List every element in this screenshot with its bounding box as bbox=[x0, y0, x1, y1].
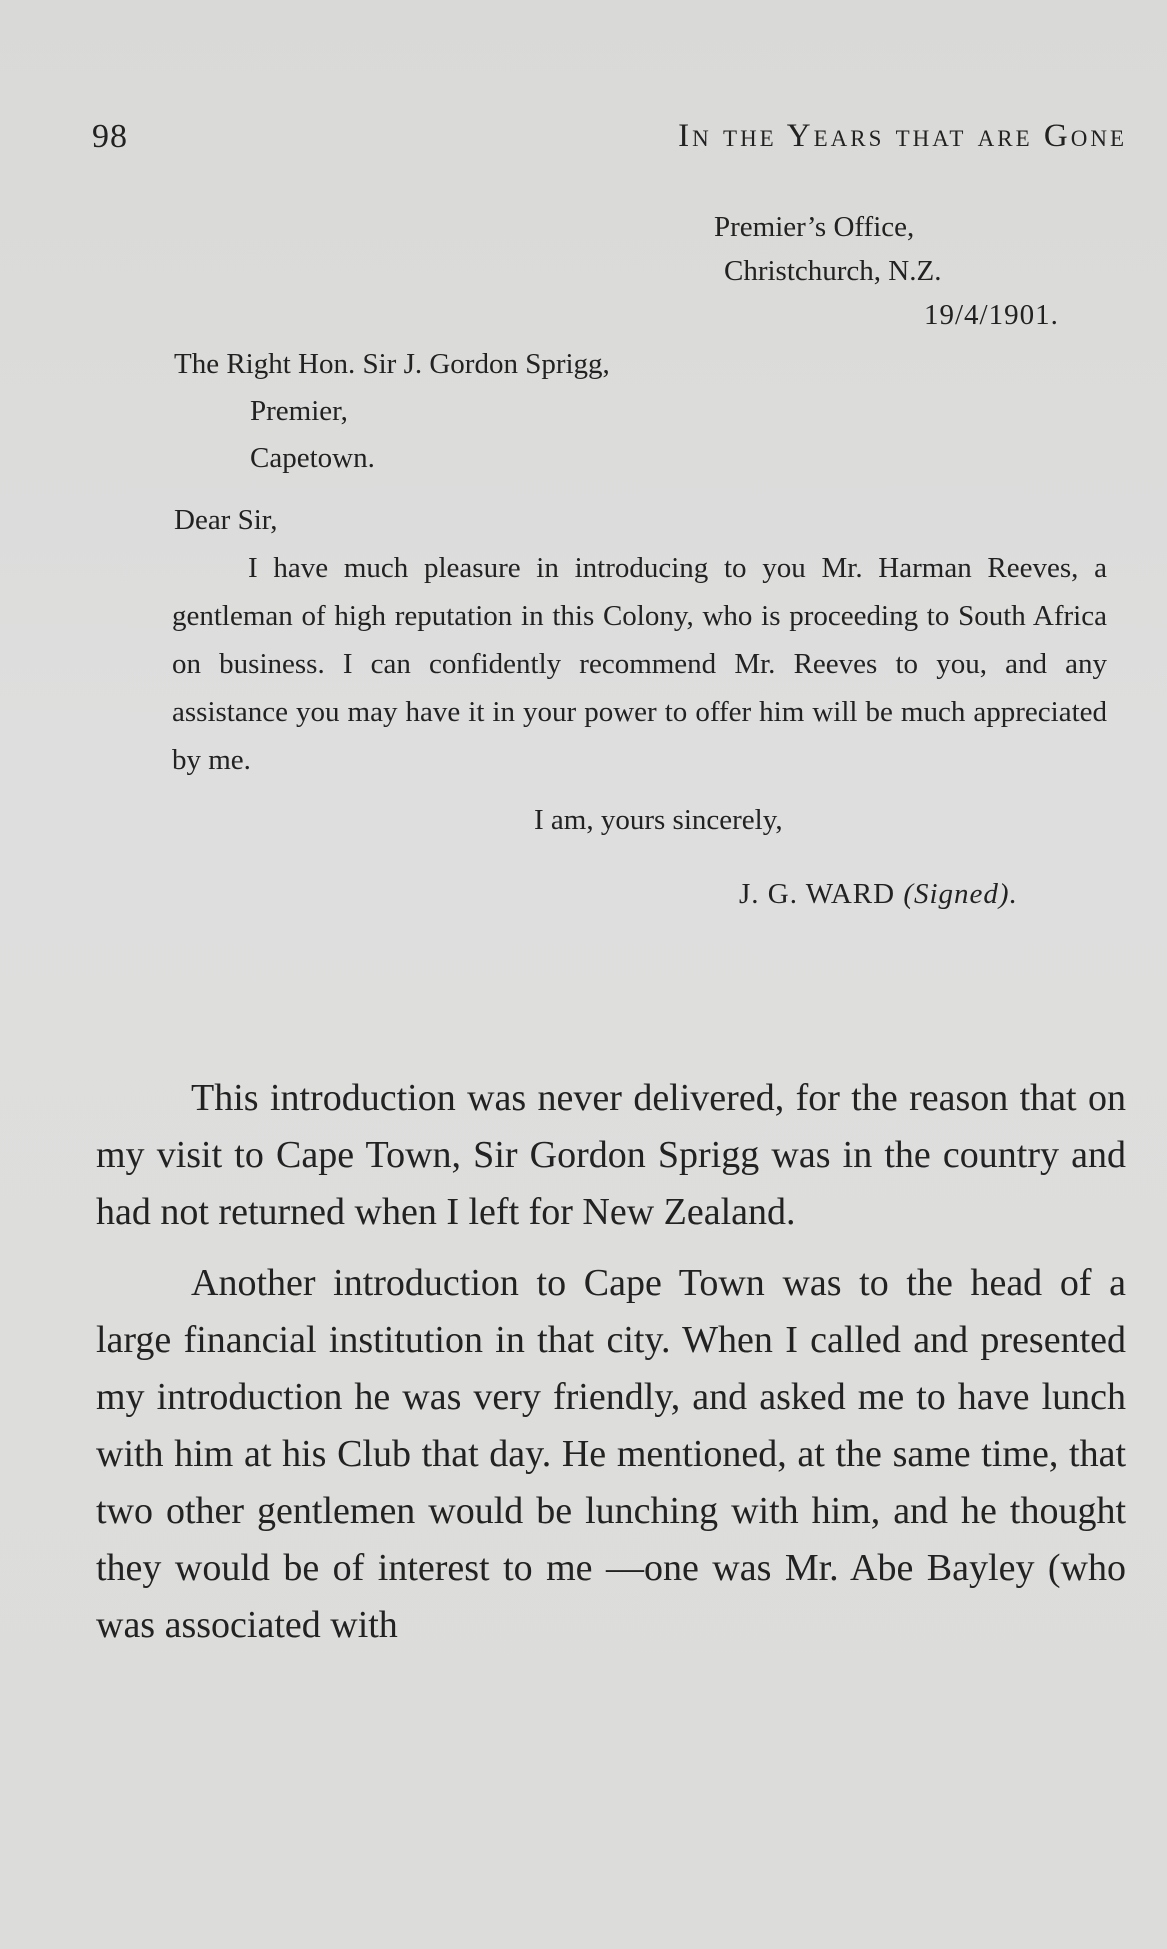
sender-address-city: Christchurch, N.Z. bbox=[724, 255, 942, 287]
letter-signature bbox=[174, 870, 1109, 918]
recipient-name: The Right Hon. Sir J. Gordon Sprigg, bbox=[174, 348, 610, 380]
sender-address-line: Premier’s Office, bbox=[714, 211, 915, 243]
letter-closing: I am, yours sincerely, bbox=[534, 804, 783, 836]
paragraph: This introduction was never delivered, for the reason that on my visit to Cape Town, Sir Gordon Sprigg was in the country and had not returned when I left for New Zealand. bbox=[96, 1077, 1126, 1233]
letter-body-text: I have much pleasure in introducing to you Mr. Harman Reeves, a gentleman of high reputation in this Colony, who is proceeding to South Africa on business. I can confidently recommend Mr. Reeves to you, and any assistance you may have it in your power to offer him will be much appreciated by me. bbox=[172, 552, 1107, 776]
running-title: In the Years that are Gone bbox=[678, 118, 1127, 154]
recipient-address bbox=[174, 341, 1109, 482]
recipient-city: Capetown. bbox=[250, 442, 375, 474]
letter-body bbox=[172, 544, 1107, 784]
letter-date: 19/4/1901. bbox=[924, 299, 1059, 331]
page-number: 98 bbox=[92, 118, 128, 155]
recipient-title: Premier, bbox=[250, 395, 348, 427]
paragraph: Another introduction to Cape Town was to the head of a large financial institution in that city. When I called and presented my introduction he was very friendly, and asked me to have lunch with him at his Club that day. He mentioned, at the same time, that two other gentlemen would be lunching with him, and he thought they would be of interest to me —one was Mr. Abe Bayley (who was associated with bbox=[96, 1262, 1126, 1646]
main-text bbox=[96, 1070, 1126, 1654]
page-header bbox=[92, 118, 1127, 168]
signature-note: (Signed). bbox=[903, 878, 1018, 910]
signature-name: J. G. WARD bbox=[739, 878, 896, 910]
salutation: Dear Sir, bbox=[174, 504, 278, 536]
sender-address bbox=[714, 205, 1109, 337]
quoted-letter bbox=[174, 205, 1109, 918]
